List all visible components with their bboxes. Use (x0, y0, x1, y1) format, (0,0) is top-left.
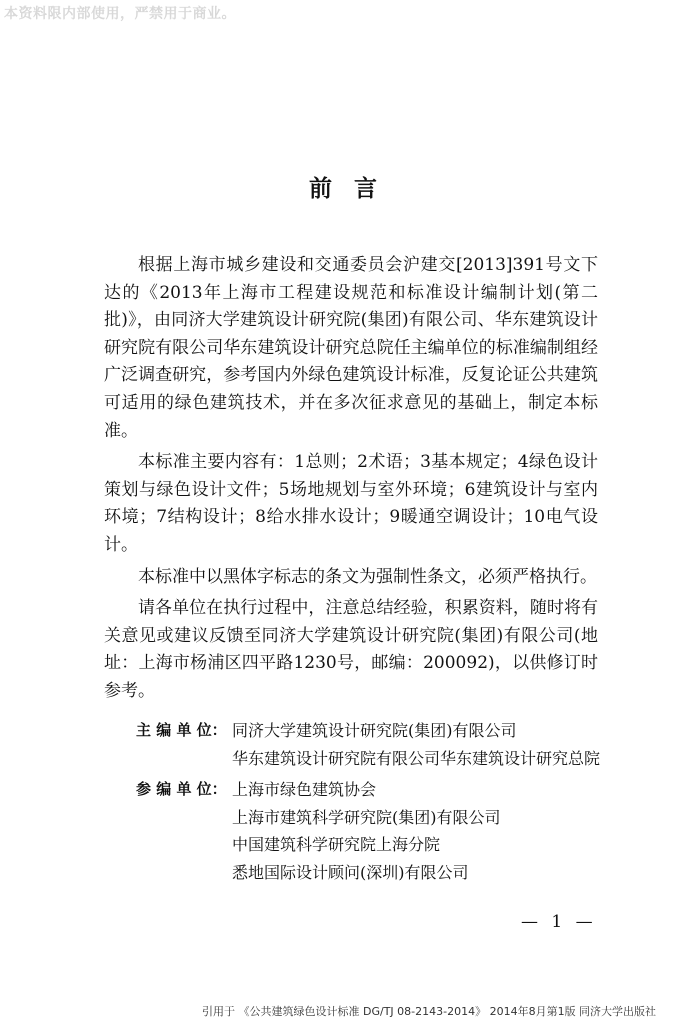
unit-item: 上海市绿色建筑协会 (232, 780, 377, 800)
units-section (104, 717, 604, 891)
watermark: 本资料限内部使用，严禁用于商业。 (4, 6, 236, 22)
citation-footer: 引用于 《公共建筑绿色设计标准 DG/TJ 08-2143-2014》 2014年8月第1版 同济大学出版社 (202, 1005, 657, 1018)
unit-item: 上海市建筑科学研究院(集团)有限公司 (232, 807, 501, 827)
paragraph: 本标准中以黑体字标志的条文为强制性条文，必须严格执行。 (138, 566, 597, 587)
participating-units (104, 776, 604, 886)
chief-units (104, 717, 604, 772)
unit-item: 悉地国际设计顾问(深圳)有限公司 (232, 862, 469, 882)
unit-item: 中国建筑科学研究院上海分院 (232, 835, 441, 855)
page-number: — 1 — (521, 912, 597, 932)
unit-item: 华东建筑设计研究院有限公司华东建筑设计研究总院 (232, 748, 601, 768)
chief-units-list (232, 717, 604, 772)
preface-body (104, 252, 598, 710)
paragraph: 本标准主要内容有：1总则；2术语；3基本规定；4绿色设计策划与绿色设计文件；5场地规划与室外环境；6建筑设计与室内环境；7结构设计；8给水排水设计；9暖通空调设计；10电气设计。 (104, 452, 598, 555)
participating-units-list (232, 776, 604, 886)
participating-units-label: 参 编 单 位： (136, 780, 227, 799)
unit-item: 同济大学建筑设计研究院(集团)有限公司 (232, 721, 517, 740)
paragraph: 根据上海市城乡建设和交通委员会沪建交[2013]391号文下达的《2013年上海市工程建设规范和标准设计编制计划(第二批)》，由同济大学建筑设计研究院(集团)有限公司、华东建筑设计研究院有限公司华东建筑设计研究总院任主编单位的标准编制组经广泛调查研究，参考国内外绿色建筑设计标准，反复论证公共建筑可适用的绿色建筑技术，并在多次征求意见的基础上，制定本标准。 (104, 255, 598, 441)
chief-units-label: 主 编 单 位： (136, 721, 227, 739)
page-title: 前言 (309, 176, 399, 202)
paragraph: 请各单位在执行过程中，注意总结经验，积累资料，随时将有关意见或建议反馈至同济大学建筑设计研究院(集团)有限公司(地址：上海市杨浦区四平路1230号，邮编：200092)，以供修订时参考。 (104, 598, 598, 701)
